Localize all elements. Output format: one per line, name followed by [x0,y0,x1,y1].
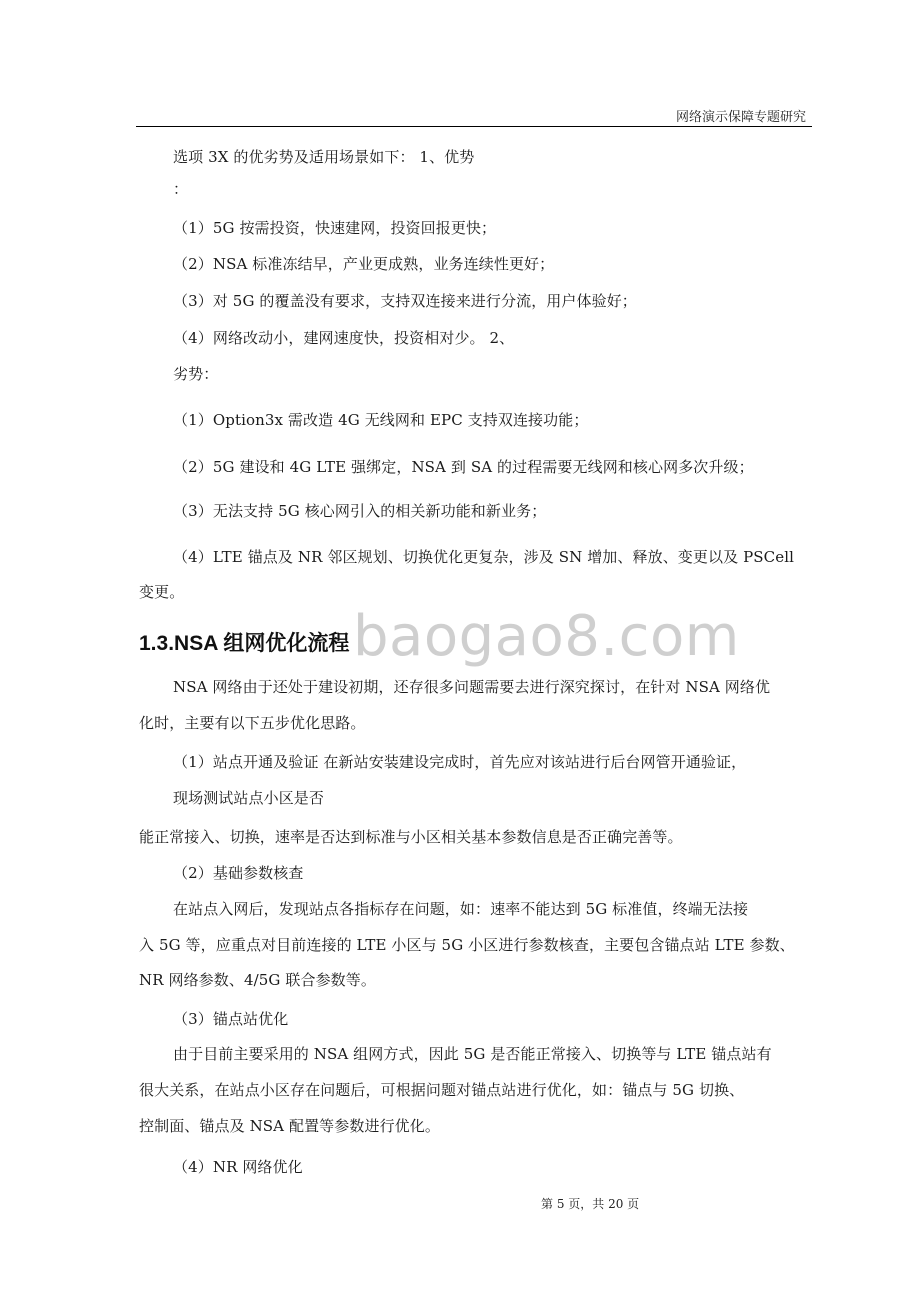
disadvantage-4-line2: 变更。 [139,583,185,601]
step-1-line1: （1）站点开通及验证 在新站安装建设完成时，首先应对该站进行后台网管开通验证， [173,753,747,771]
step-2-title: （2）基础参数核查 [173,864,304,882]
step-1-line3: 能正常接入、切换，速率是否达到标准与小区相关基本参数信息是否正确完善等。 [139,828,683,846]
advantage-3: （3）对 5G 的覆盖没有要求，支持双连接来进行分流，用户体验好； [173,292,637,310]
step-2-line1: 在站点入网后，发现站点各指标存在问题，如：速率不能达到 5G 标准值，终端无法接 [173,900,749,918]
intro-colon: ： [173,180,189,198]
disadvantage-4-line1: （4）LTE 锚点及 NR 邻区规划、切换优化更复杂，涉及 SN 增加、释放、变更以及 PSCell [173,548,794,566]
paragraph-1-line1: NSA 网络由于还处于建设初期，还存很多问题需要去进行深究探讨，在针对 NSA 网络优 [173,678,771,696]
disadvantage-3: （3）无法支持 5G 核心网引入的相关新功能和新业务； [173,502,547,520]
step-3-title: （3）锚点站优化 [173,1010,289,1028]
step-3-line3: 控制面、锚点及 NSA 配置等参数进行优化。 [139,1117,440,1135]
header-title: 网络演示保障专题研究 [675,110,806,125]
section-heading: 1.3.NSA 组网优化流程 [139,632,350,655]
step-2-line2: 入 5G 等，应重点对目前连接的 LTE 小区与 5G 小区进行参数核查，主要包含锚点站 LTE 参数、 [139,936,795,954]
step-2-line3: NR 网络参数、4/5G 联合参数等。 [139,971,376,989]
advantage-4: （4）网络改动小，建网速度快，投资相对少。 2、 [173,329,515,347]
watermark: baogao8.com [353,604,740,669]
intro-line: 选项 3X 的优劣势及适用场景如下： 1、优势 [173,148,475,166]
disadvantage-label: 劣势： [173,365,219,383]
step-4-title: （4）NR 网络优化 [173,1158,303,1176]
step-1-line2: 现场测试站点小区是否 [173,789,325,807]
step-3-line2: 很大关系，在站点小区存在问题后，可根据问题对锚点站进行优化，如：锚点与 5G 切换、 [139,1081,745,1099]
disadvantage-2: （2）5G 建设和 4G LTE 强绑定，NSA 到 SA 的过程需要无线网和核心网多次升级； [173,458,754,476]
advantage-1: （1）5G 按需投资，快速建网，投资回报更快； [173,219,497,237]
page-number: 第 5 页，共 20 页 [541,1197,640,1211]
paragraph-1-line2: 化时，主要有以下五步优化思路。 [139,714,366,732]
disadvantage-1: （1）Option3x 需改造 4G 无线网和 EPC 支持双连接功能； [173,411,589,429]
header-divider [136,126,812,127]
advantage-2: （2）NSA 标准冻结早，产业更成熟，业务连续性更好； [173,255,555,273]
step-3-line1: 由于目前主要采用的 NSA 组网方式，因此 5G 是否能正常接入、切换等与 LTE 锚点站有 [173,1045,772,1063]
